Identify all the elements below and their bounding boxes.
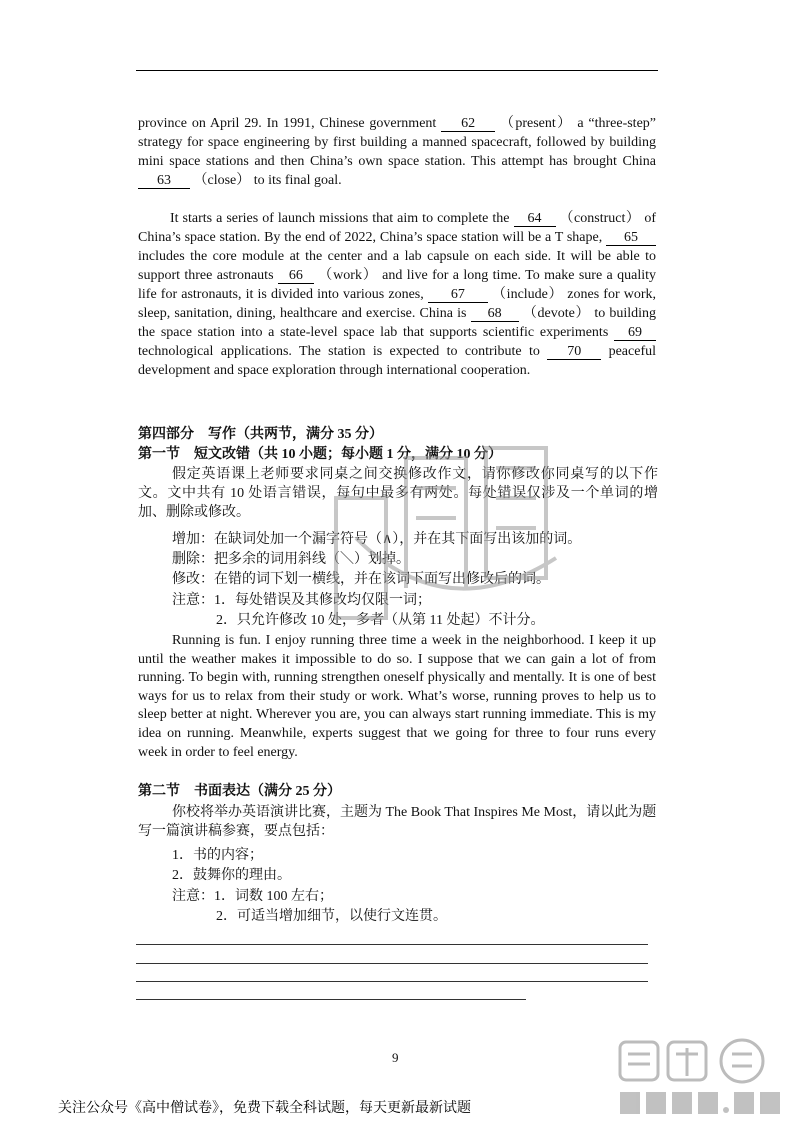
writing-line[interactable] xyxy=(136,981,648,982)
blank-67[interactable]: 67 xyxy=(428,287,488,303)
passage-text: of China’s space station. By the end of 2022, China’s space station will be a T shape, xyxy=(138,211,657,245)
writing-line[interactable] xyxy=(136,999,526,1000)
blank-70[interactable]: 70 xyxy=(547,344,601,360)
hint-63: （close） xyxy=(193,173,251,188)
passage-text: to building the space station into a state-level space lab that supports scientific experiments xyxy=(138,306,657,340)
point-1: 1．书的内容； xyxy=(172,848,263,863)
blank-69[interactable]: 69 xyxy=(614,325,656,341)
note-2: 2．只允许修改 10 处，多者（从第 11 处起）不计分。 xyxy=(216,613,545,628)
note-words: 注意：1．词数 100 左右； xyxy=(172,889,333,904)
footer-notice: 关注公众号《高中僧试卷》，免费下载全科试题，每天更新最新试题 xyxy=(58,1100,471,1116)
passage-text: It starts a series of launch missions that aim to complete the xyxy=(170,211,510,226)
section1-title: 第一节 短文改错（共 10 小题；每小题 1 分，满分 10 分） xyxy=(138,447,502,462)
passage-text: a “three-step” strategy for space engineering by first building a manned spacecraft, followed by building mini space stations and then China’s own space station. This attempt has brought China xyxy=(138,116,656,169)
point-2: 2．鼓舞你的理由。 xyxy=(172,868,291,883)
passage-text: and live for a long time. To make sure a quality life for astronauts, it is divided into various zones, xyxy=(138,268,657,302)
note-1: 注意：1．每处错误及其修改均仅限一词； xyxy=(172,593,431,608)
passage-text: includes the core module at the center and a lab capsule on each side. It will be able to support three astronauts xyxy=(138,249,656,283)
essay-text: Running is fun. I enjoy running three time a week in the neighborhood. I keep it up until the weather makes it impossible to do so. I suppose that we can gain a lot of from running. To begin with, running strengthen oneself physically and mentally. It is one of best ways for us to relax from their study or work. What’s worse, running proves to help us to sleep better at night. Wherever you are, you can always start running immediate. This is my idea on running. Meanwhile, experts suggest that we going for three to four runs every week in order to feel energy. xyxy=(138,633,656,760)
hint-67: （include） xyxy=(492,287,564,302)
passage-text: to its final goal. xyxy=(253,173,342,188)
passage-text: peaceful development and space exploration through international cooperation. xyxy=(138,344,657,378)
passage-text: province on April 29. In 1991, Chinese government xyxy=(138,116,437,131)
blank-62[interactable]: 62 xyxy=(441,116,495,132)
hint-66: （work） xyxy=(318,268,378,283)
blank-66[interactable]: 66 xyxy=(278,268,314,284)
passage-paragraph-2 xyxy=(138,209,656,380)
hint-62: （present） xyxy=(500,116,573,131)
blank-63[interactable]: 63 xyxy=(138,173,190,189)
section2-intro: 你校将举办英语演讲比赛，主题为 The Book That Inspires Me Most，请以此为题写一篇演讲稿参赛，要点包括： xyxy=(138,805,657,839)
hint-68: （devote） xyxy=(522,306,591,321)
hint-64: （construct） xyxy=(559,211,641,226)
note-details: 2．可适当增加细节，以使行文连贯。 xyxy=(216,909,447,924)
corner-watermark-logo xyxy=(606,1036,792,1122)
rule-add: 增加：在缺词处加一个漏字符号（∧），并在其下面写出该加的词。 xyxy=(172,532,582,547)
blank-65[interactable]: 65 xyxy=(606,230,656,246)
blank-68[interactable]: 68 xyxy=(471,306,519,322)
passage-text: technological applications. The station is expected to contribute to xyxy=(138,344,540,359)
rule-modify: 修改：在错的词下划一横线，并在该词下面写出修改后的词。 xyxy=(172,572,550,587)
page-number: 9 xyxy=(392,1050,399,1065)
part-title: 第四部分 写作（共两节，满分 35 分） xyxy=(138,427,383,442)
writing-line[interactable] xyxy=(136,944,648,945)
header-rule xyxy=(136,70,658,71)
rule-delete: 删除：把多余的词用斜线（＼）划掉。 xyxy=(172,552,410,567)
section1-intro: 假定英语课上老师要求同桌之间交换修改作文，请你修改你同桌写的以下作文。文中共有 10 处语言错误，每句中最多有两处。每处错误仅涉及一个单词的增加、删除或修改。 xyxy=(138,467,658,520)
passage-paragraph-1 xyxy=(138,114,656,190)
writing-line[interactable] xyxy=(136,963,648,964)
blank-64[interactable]: 64 xyxy=(514,211,556,227)
section2-title: 第二节 书面表达（满分 25 分） xyxy=(138,784,341,799)
passage-text: zones for work, sleep, sanitation, dining, healthcare and exercise. China is xyxy=(138,287,657,321)
